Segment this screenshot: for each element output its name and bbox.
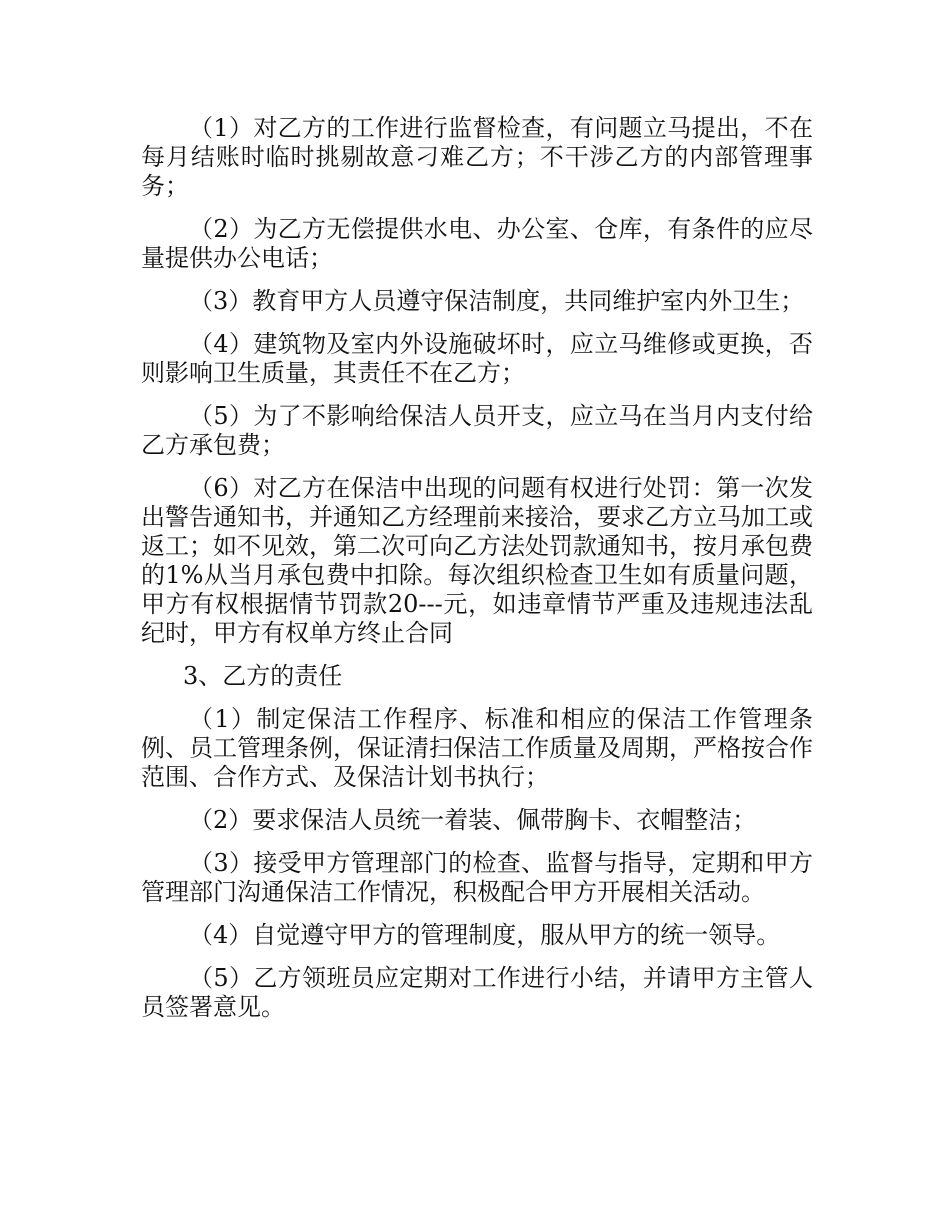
clause-paragraph: （1）制定保洁工作程序、标准和相应的保洁工作管理条例、员工管理条例，保证清扫保洁工作质量及周期，严格按合作范围、合作方式、及保洁计划书执行；	[141, 705, 813, 791]
clause-paragraph: （5）乙方领班员应定期对工作进行小结，并请甲方主管人员签署意见。	[141, 964, 813, 1021]
clause-paragraph: （6）对乙方在保洁中出现的问题有权进行处罚：第一次发出警告通知书，并通知乙方经理前来接洽，要求乙方立马加工或返工；如不见效，第二次可向乙方法处罚款通知书，按月承包费的1%从当月承包费中扣除。每次组织检查卫生如有质量问题，甲方有权根据情节罚款20---元，如违章情节严重及违规违法乱纪时，甲方有权单方终止合同	[141, 474, 813, 647]
clause-paragraph: （2）为乙方无偿提供水电、办公室、仓库，有条件的应尽量提供办公电话；	[141, 215, 813, 272]
clause-paragraph: （4）自觉遵守甲方的管理制度，服从甲方的统一领导。	[189, 921, 781, 949]
clause-paragraph: （3）教育甲方人员遵守保洁制度，共同维护室内外卫生；	[189, 287, 805, 315]
document-body	[141, 114, 813, 1036]
clause-paragraph: （3）接受甲方管理部门的检查、监督与指导，定期和甲方管理部门沟通保洁工作情况，积极配合甲方开展相关活动。	[141, 849, 813, 906]
clause-paragraph: （1）对乙方的工作进行监督检查，有问题立马提出，不在每月结账时临时挑剔故意刁难乙方；不干涉乙方的内部管理事务；	[141, 114, 813, 200]
clause-paragraph: （5）为了不影响给保洁人员开支，应立马在当月内支付给乙方承包费；	[141, 402, 813, 459]
section-heading: 3、乙方的责任	[183, 662, 343, 690]
clause-paragraph: （4）建筑物及室内外设施破坏时，应立马维修或更换，否则影响卫生质量，其责任不在乙方；	[141, 330, 813, 387]
clause-paragraph: （2）要求保洁人员统一着装、佩带胸卡、衣帽整洁；	[189, 806, 757, 834]
